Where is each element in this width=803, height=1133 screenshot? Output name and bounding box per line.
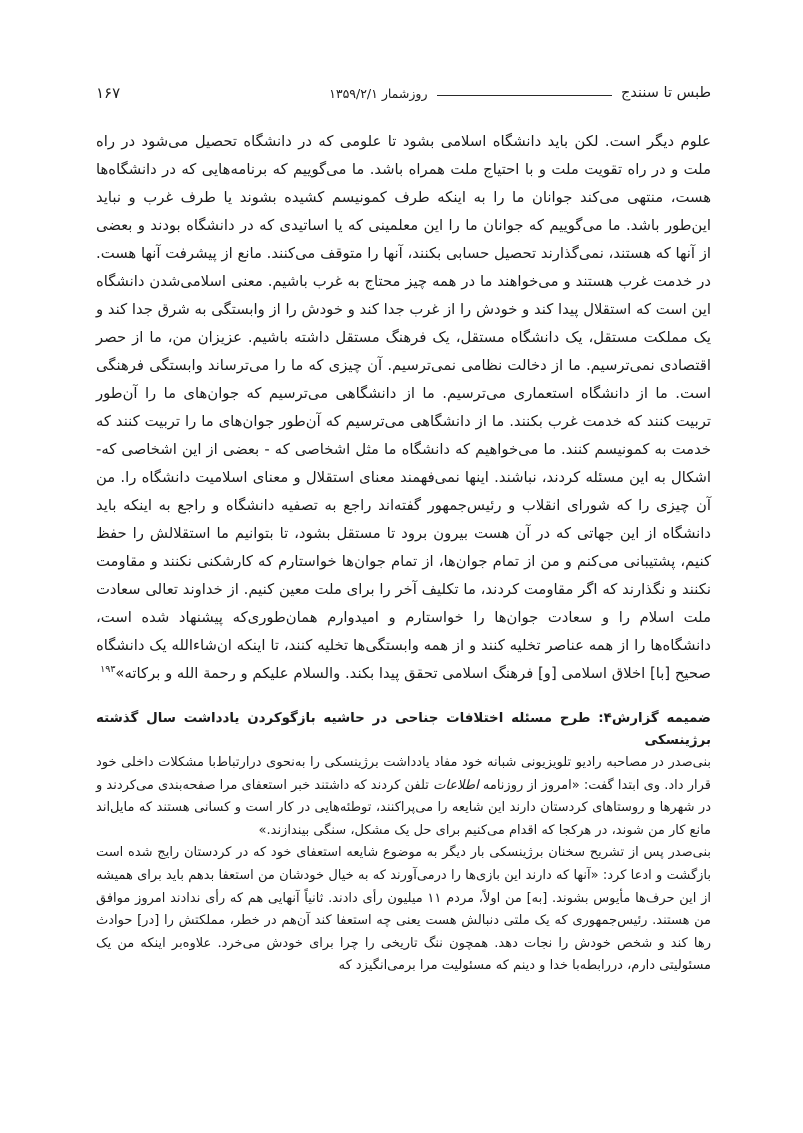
appendix-report-heading: ضمیمه گزارش۴: طرح مسئله اختلافات جناحی در حاشیه بازگوکردن یادداشت سال گذشته برژینسکی: [96, 711, 711, 748]
page-header: [96, 82, 711, 104]
appendix-paragraph-1: [96, 752, 711, 842]
appendix-paragraph-2: بنی‌صدر پس از تشریح سخنان برژینسکی بار دیگر به موضوع شایعه استعفای خود که در کردستان رایج شده است بازگشت و ادعا کرد: «آنها که دارند این بازی‌ها را درمی‌آورند که به خیال خودشان من استعفا بدهم باید برای همیشه از این حرف‌ها مأیوس بشوند. [به] من اولاً، مردم ۱۱ میلیون رأی دادند. ثانیاً آنهایی هم که رأی ندادند امروز موافق من هستند. رئیس‌جمهوری که یک ملتی دنبالش هست یعنی چه استعفا کند آن‌هم در خطر، مملکتش را [در] حوادث رها کند و شخص خودش را نجات دهد. همچون ننگ تاریخی را چرا برای خودش می‌خرد. علاوه‌بر اینکه من یک مسئولیتی دارم، دررابطه‌با خدا و دینم که مسئولیت مرا برمی‌انگیزد که: [96, 845, 712, 974]
header-rule-divider: [437, 95, 613, 96]
appendix-paragraph-1-tail: تلفن کردند که داشتند خبر استعفای مرا صفحه‌بندی می‌کردند و در شهرها و روستاهای کردستان دارند این شایعه را می‌پراکنند، توطئه‌هایی در کار است و کسانی هستند که مایل‌اند مانع کار من شوند، در هرکجا که اقدام می‌کنیم برای حل یک مشکل، سنگی بیندازند.»: [96, 777, 711, 838]
running-head-title: طبس تا سنندج: [621, 85, 711, 101]
newspaper-name: اطلاعات: [433, 777, 479, 793]
page-number: ۱۶۷: [96, 84, 121, 102]
footnote-reference: ۱۹۳: [100, 664, 116, 676]
chronicle-date-label: روزشمار ۱۳۵۹/۲/۱: [329, 85, 428, 101]
page-body: [96, 128, 711, 978]
appendix-paragraph-1-lead: بنی‌صدر در مصاحبه رادیو تلویزیونی شبانه خود مفاد یادداشت برژینسکی را به‌نحوی درارتباط‌با مشکلات داخلی خود قرار داد. وی ابتدا گفت: «امروز از روزنامه: [96, 755, 711, 793]
speech-paragraph-text: علوم دیگر است. لکن باید دانشگاه اسلامی بشود تا علومی که در دانشگاه تحصیل می‌شود در راه ملت و در راه تقویت ملت و با احتیاج ملت همراه باشد. ما می‌گوییم که برنامه‌هایی که در دانشگاه‌ها هست، منتهی می‌کند جوانان ما را به اینکه طرف کمونیسم کشیده بشوند یا طرف غرب و نباید این‌طور باشد. ما می‌گوییم که جوانان ما را این معلمینی که یا اساتیدی که در دانشگاه بودند و بعضی از آنها که هستند، نمی‌گذارند تحصیل حسابی بکنند، آنها را متوقف می‌کنند. مانع از پیشرفت آنها هست. در خدمت غرب هستند و می‌خواهند ما در همه چیز محتاج به غرب باشیم. معنی اسلامی‌شدن دانشگاه این است که استقلال پیدا کند و خودش را از غرب جدا کند و خودش را از وابستگی به شرق جدا کند و یک مملکت مستقل، یک دانشگاه مستقل، یک فرهنگ مستقل داشته باشیم. عزیزان من، ما از حصر اقتصادی نمی‌ترسیم. ما از دخالت نظامی نمی‌ترسیم. آن چیزی که ما را می‌ترساند وابستگی فرهنگی است. ما از دانشگاه استعماری می‌ترسیم. ما از دانشگاهی می‌ترسیم که جوان‌های ما را آن‌طور تربیت کنند که خدمت غرب بکنند. ما از دانشگاهی می‌ترسیم که آن‌طور جوان‌های ما را تربیت کنند که خدمت به کمونیسم کنند. ما می‌خواهیم که دانشگاه ما مثل اشخاصی که - بعضی از این اشخاصی که- اشکال به این مسئله کردند، نباشند. اینها نمی‌فهمند معنای استقلال و معنای اسلامیت دانشگاه را. من آن چیزی را که شورای انقلاب و رئیس‌جمهور گفته‌اند راجع به تصفیه دانشگاه و راجع به اینکه باید دانشگاه از این جهاتی که در آن هست بیرون برود تا مستقل بشود، تا بتوانیم ما استقلالش را حفظ کنیم، پشتیبانی می‌کنم و من از تمام جوان‌ها، از تمام جوان‌ها خواستارم که کارشکنی نکنند و مقاومت نکنند و نگذارند که اگر مقاومت کردند، ما تکلیف آخر را برای ملت معین کنیم. از خداوند تعالی سعادت ملت اسلام را و سعادت جوان‌ها را خواستارم و امیدوارم همان‌طوری‌که پیشنهاد شده است، دانشگاه‌ها را از همه عناصر تخلیه کنند و از همه وابستگی‌ها تخلیه کنند، تا اینکه ان‌شاءالله یک دانشگاه صحیح [با] اخلاق اسلامی [و] فرهنگ اسلامی تحقق پیدا بکند. والسلام علیکم و رحمة الله و برکاته»: [96, 133, 711, 682]
speech-paragraph: [96, 128, 711, 688]
